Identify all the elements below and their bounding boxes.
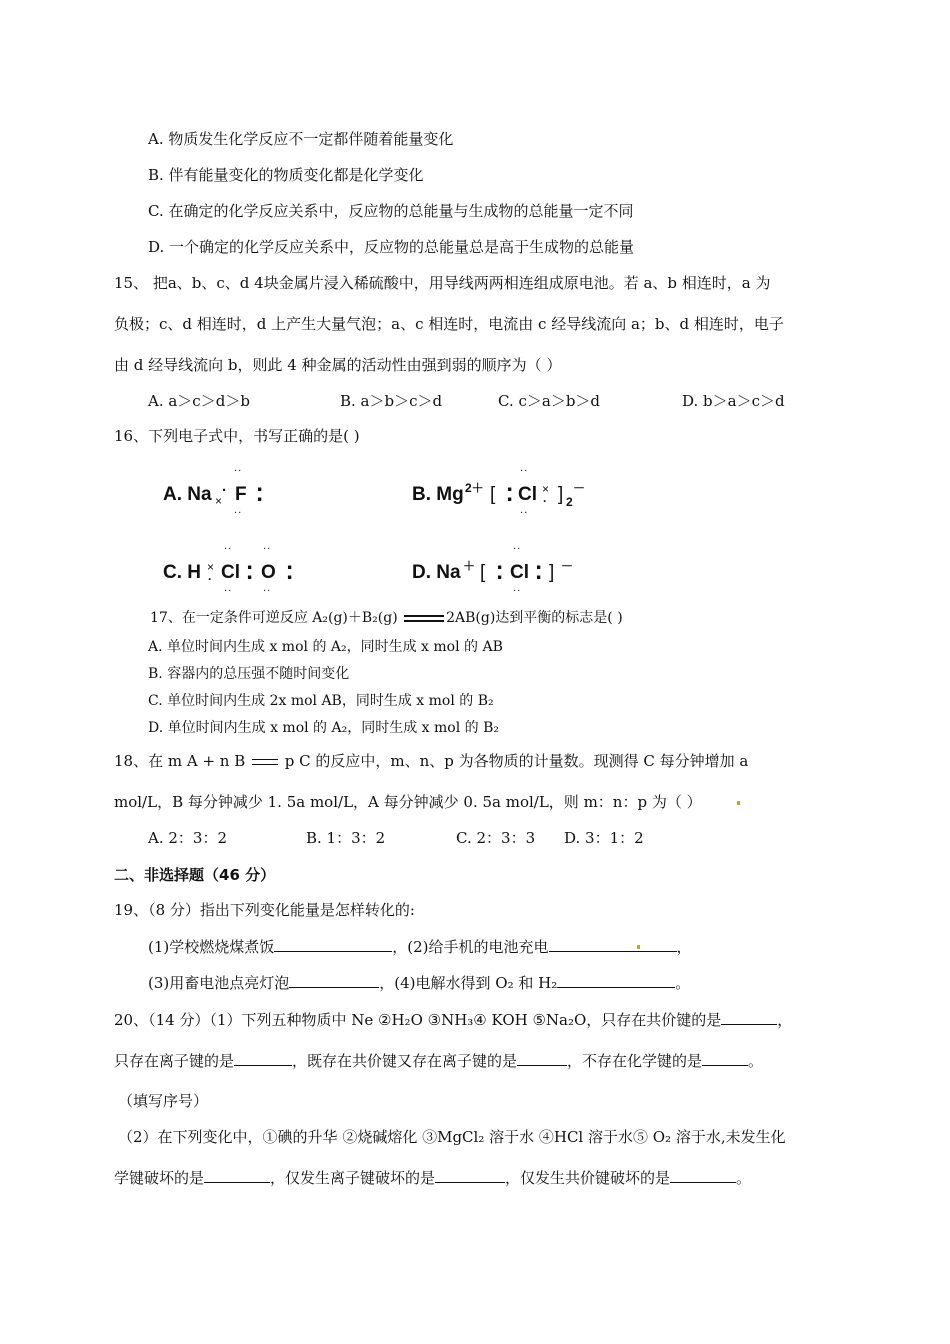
q15-option-b: B. a＞b＞c＞d bbox=[340, 392, 443, 410]
q20-punct: 。 bbox=[748, 1052, 764, 1070]
stray-mark bbox=[637, 945, 640, 949]
q19-line2 bbox=[148, 972, 690, 993]
q15-stem-line2: 负极；c、d 相连时，d 上产生大量气泡；a、c 相连时，电流由 c 经导线流向 a；b、d 相连时，电子 bbox=[114, 315, 784, 333]
answer-blank[interactable] bbox=[549, 937, 677, 952]
q18-option-a: A. 2：3：2 bbox=[148, 829, 227, 847]
q15-stem-line1: 15、 把a、b、c、d 4块金属片浸入稀硫酸中，用导线两两相连组成原电池。若 a、b 相连时，a 为 bbox=[114, 274, 771, 292]
answer-blank[interactable] bbox=[557, 973, 675, 988]
q14-option-c: C. 在确定的化学反应关系中，反应物的总能量与生成物的总能量一定不同 bbox=[148, 202, 634, 220]
answer-blank[interactable] bbox=[204, 1168, 270, 1183]
q20-part2c: ，不存在化学键的是 bbox=[567, 1052, 703, 1070]
answer-blank[interactable] bbox=[670, 1168, 736, 1183]
q20-part5b: ，仅发生离子键破坏的是 bbox=[270, 1169, 436, 1187]
q20-part2a: 只存在离子键的是 bbox=[114, 1052, 235, 1070]
q20-line4: （2）在下列变化中，①碘的升华 ②烧碱熔化 ③MgCl₂ 溶于水 ④HCl 溶于水⑤ O₂ 溶于水,未发生化 bbox=[118, 1128, 786, 1146]
q18-stem-line1 bbox=[114, 750, 748, 771]
q17-option-d: D. 单位时间内生成 x mol 的 A₂，同时生成 x mol 的 B₂ bbox=[148, 720, 500, 736]
q15-stem-line3: 由 d 经导线流向 b，则此 4 种金属的活动性由强到弱的顺序为（ ） bbox=[114, 356, 562, 374]
q17-stem bbox=[150, 607, 623, 627]
q20-line5 bbox=[114, 1167, 751, 1188]
q17-option-c: C. 单位时间内生成 2x mol AB，同时生成 x mol 的 B₂ bbox=[148, 693, 494, 709]
q18-stem-part1: 18、在 m A + n B bbox=[114, 752, 251, 770]
q14-option-d: D. 一个确定的化学反应关系中，反应物的总能量总是高于生成物的总能量 bbox=[148, 238, 635, 256]
q19-part2: ，(2)给手机的电池充电 bbox=[392, 938, 549, 956]
q20-line3: （填写序号） bbox=[118, 1092, 209, 1110]
q15-option-c: C. c＞a＞b＞d bbox=[498, 392, 601, 410]
q19-stem: 19、（8 分）指出下列变化能量是怎样转化的: bbox=[114, 901, 415, 919]
answer-blank[interactable] bbox=[234, 1051, 292, 1066]
reversible-arrow-icon bbox=[250, 756, 280, 768]
q17-stem-part2: 2AB(g)达到平衡的标志是( ) bbox=[446, 610, 623, 626]
q20-part2b: ，既存在共价键又存在离子键的是 bbox=[292, 1052, 518, 1070]
q17-option-b: B. 容器内的总压强不随时间变化 bbox=[148, 666, 350, 682]
q15-option-d: D. b＞a＞c＞d bbox=[682, 392, 785, 410]
answer-blank[interactable] bbox=[274, 937, 392, 952]
q18-option-b: B. 1：3：2 bbox=[306, 829, 386, 847]
answer-blank[interactable] bbox=[435, 1168, 505, 1183]
q20-line2 bbox=[114, 1050, 763, 1071]
q18-stem-line2: mol/L，B 每分钟减少 1. 5a mol/L，A 每分钟减少 0. 5a mol/L，则 m：n：p 为（ ） bbox=[114, 793, 702, 811]
q18-stem-part2: p C 的反应中，m、n、p 为各物质的计量数。现测得 C 每分钟增加 a bbox=[280, 752, 749, 770]
q20-line1 bbox=[114, 1009, 792, 1030]
q15-option-a: A. a＞c＞d＞b bbox=[148, 392, 250, 410]
q18-option-c: C. 2：3：3 bbox=[456, 829, 536, 847]
q19-punct: ， bbox=[676, 938, 692, 956]
section-heading: 二、非选择题（46 分） bbox=[114, 866, 276, 884]
q20-part5a: 学键破坏的是 bbox=[114, 1169, 205, 1187]
answer-blank[interactable] bbox=[289, 973, 379, 988]
q20-punct: 。 bbox=[736, 1169, 752, 1187]
q17-stem-part1: 17、在一定条件可逆反应 A₂(g)＋B₂(g) bbox=[150, 610, 403, 626]
q18-option-d: D. 3：1：2 bbox=[564, 829, 644, 847]
answer-blank[interactable] bbox=[517, 1051, 567, 1066]
q16-stem: 16、下列电子式中，书写正确的是( ) bbox=[114, 427, 360, 445]
answer-blank[interactable] bbox=[702, 1051, 748, 1066]
stray-mark bbox=[737, 801, 740, 805]
q19-part4: ，(4)电解水得到 O₂ 和 H₂ bbox=[379, 974, 558, 992]
q19-punct: 。 bbox=[675, 974, 691, 992]
q20-part5c: ，仅发生共价键破坏的是 bbox=[505, 1169, 671, 1187]
q14-option-a: A. 物质发生化学反应不一定都伴随着能量变化 bbox=[148, 130, 454, 148]
answer-blank[interactable] bbox=[721, 1010, 777, 1025]
q20-punct: ， bbox=[777, 1011, 793, 1029]
q17-option-a: A. 单位时间内生成 x mol 的 A₂，同时生成 x mol 的 AB bbox=[148, 639, 503, 655]
q19-part1: (1)学校燃烧煤煮饭 bbox=[148, 938, 275, 956]
q14-option-b: B. 伴有能量变化的物质变化都是化学变化 bbox=[148, 166, 424, 184]
q19-line1 bbox=[148, 936, 692, 957]
q19-part3: (3)用畜电池点亮灯泡 bbox=[148, 974, 290, 992]
reversible-arrow-icon bbox=[402, 612, 446, 624]
q20-part1a: 20、（14 分）（1）下列五种物质中 Ne ②H₂O ③NH₃④ KOH ⑤Na₂O，只存在共价键的是 bbox=[114, 1011, 722, 1029]
